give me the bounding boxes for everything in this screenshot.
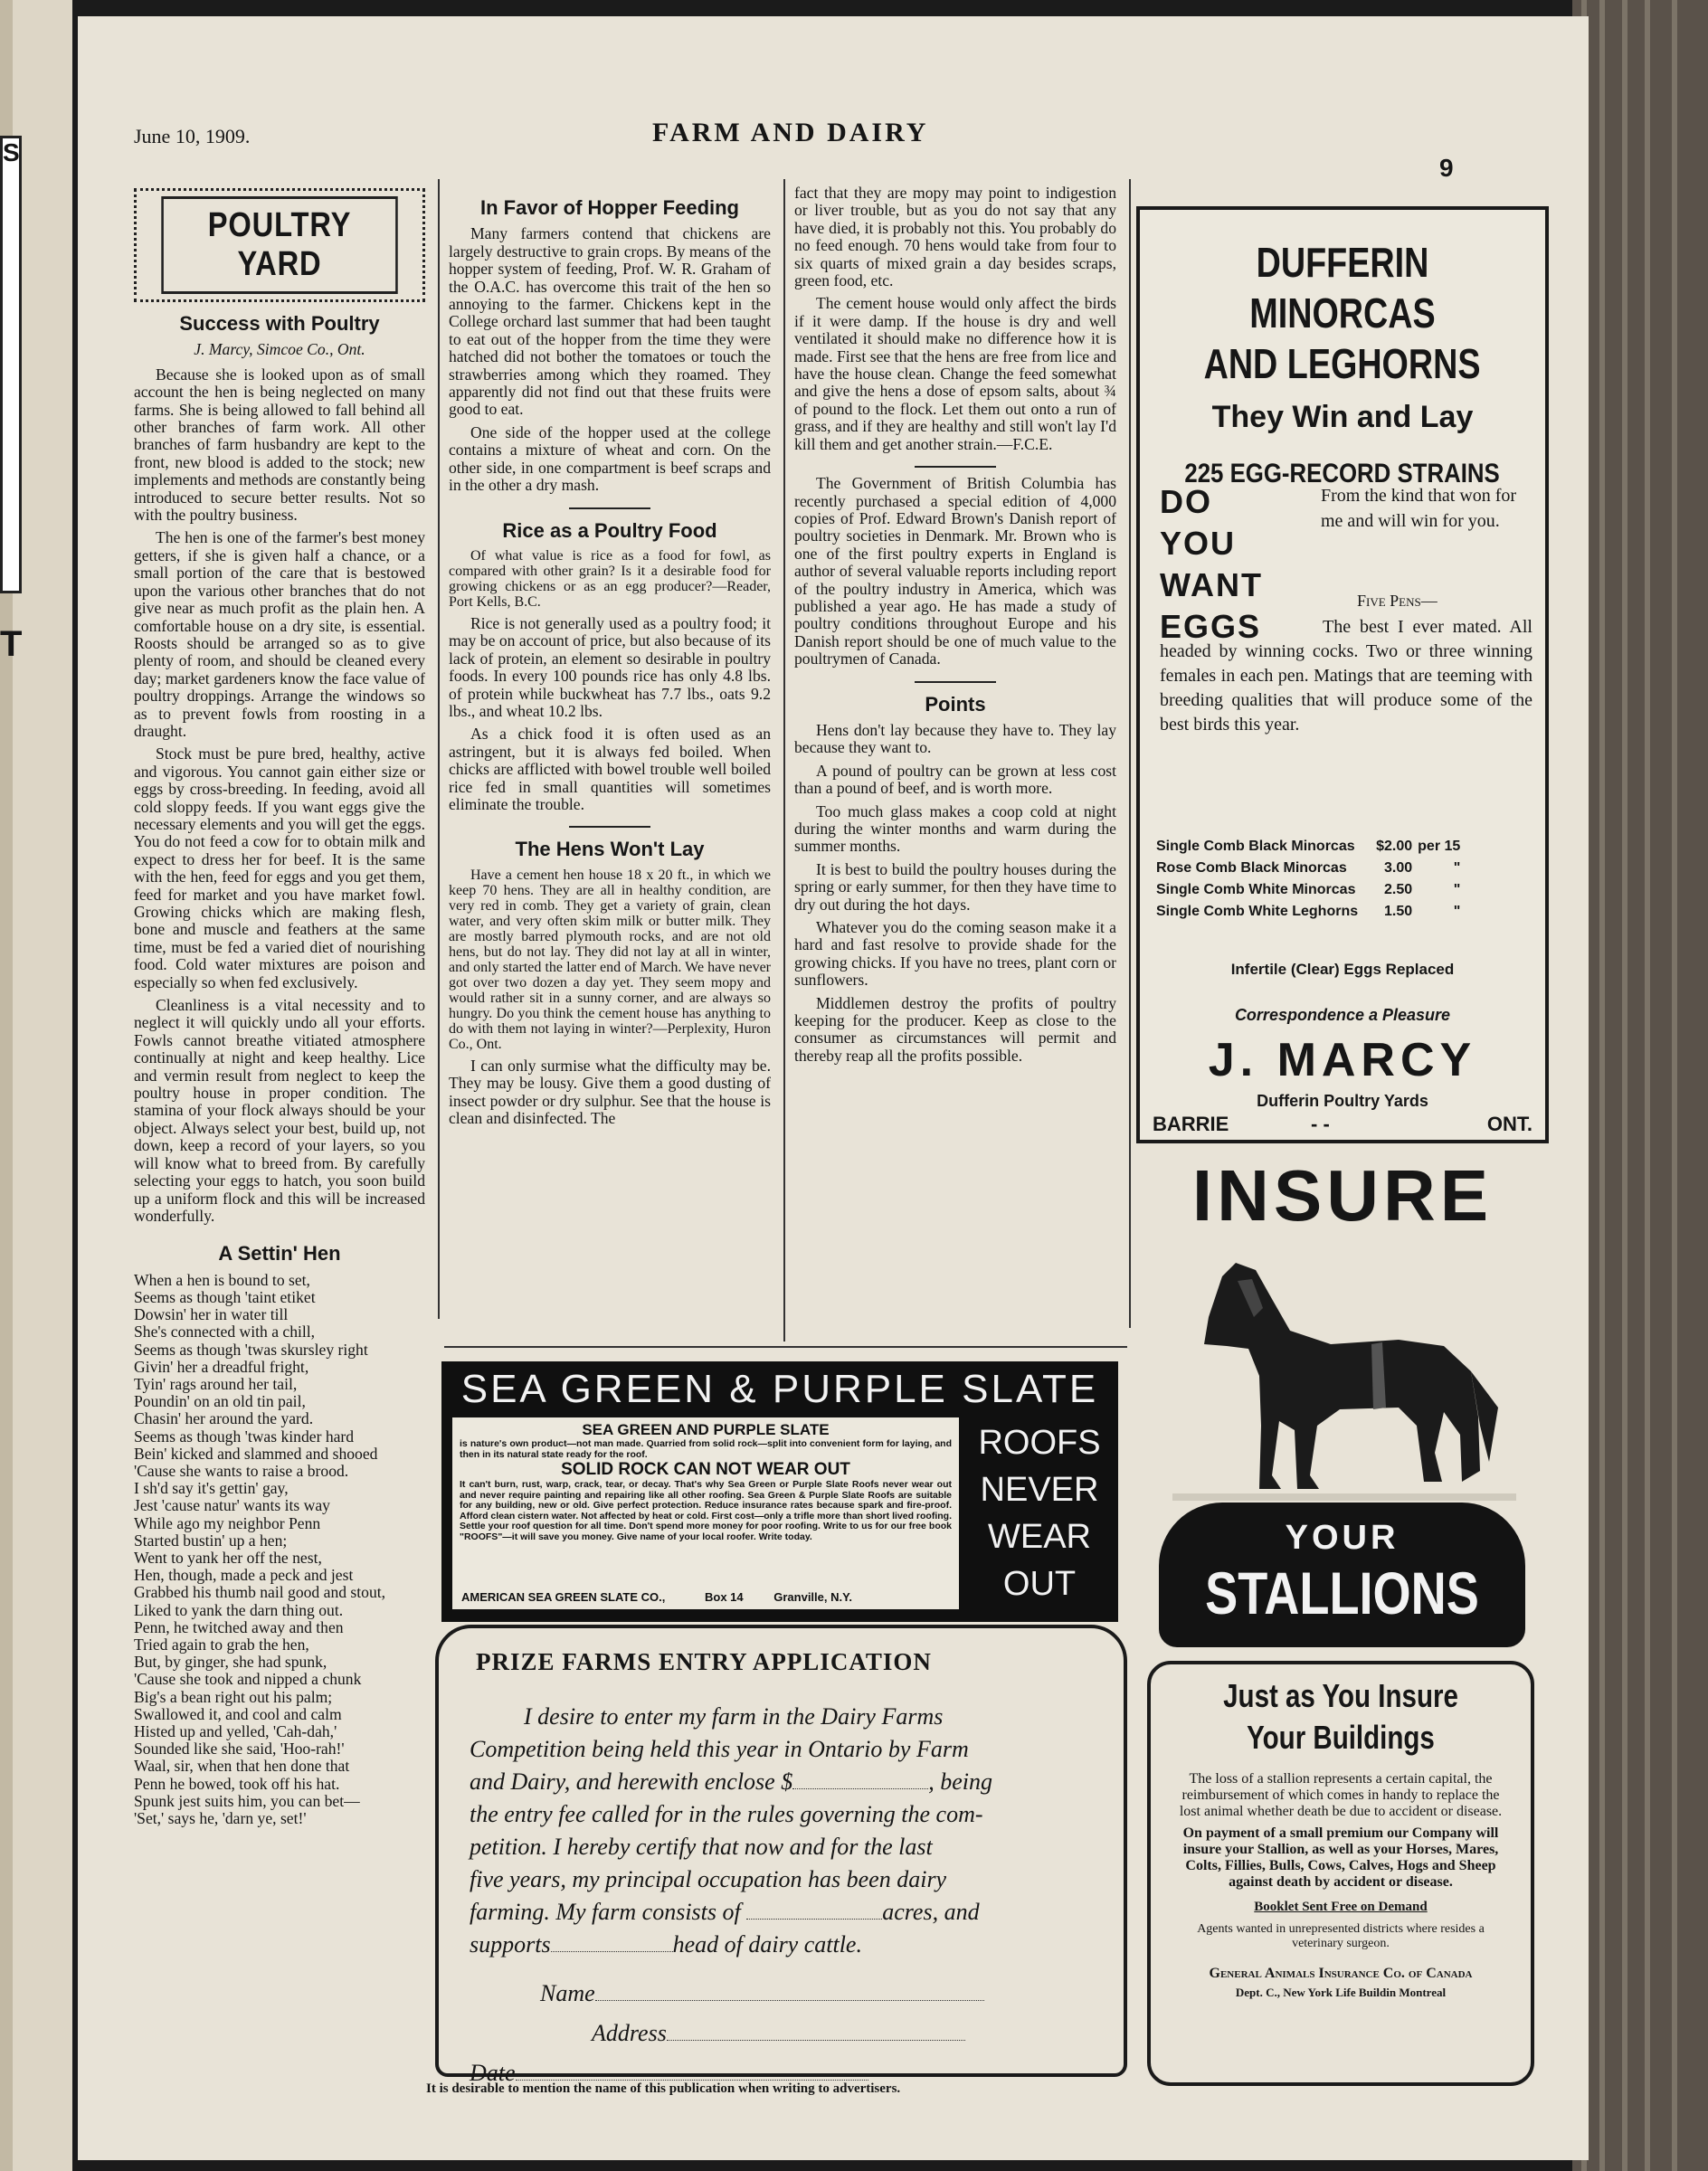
poem-line: While ago my neighbor Penn <box>134 1513 321 1532</box>
paragraph: One side of the hopper used at the college contains a mixture of wheat and corn. On the other side, in one compartment is beef scraps and in the other a dry mash. <box>449 422 771 495</box>
address-row <box>592 2017 1094 2050</box>
column-rule <box>783 179 785 1341</box>
price-price: 1.50 <box>1384 904 1413 919</box>
name-label: Name <box>540 1980 595 2006</box>
price-list <box>1156 836 1466 923</box>
amount-field[interactable] <box>792 1788 928 1789</box>
publication-notice: It is desirable to mention the name of this publication when writing to advertisers. <box>426 2081 901 2096</box>
address-field[interactable] <box>667 2040 965 2041</box>
slate-side-text <box>972 1419 1107 1607</box>
form-line <box>470 1766 1094 1798</box>
poem-line: Penn he bowed, took off his hat. <box>134 1774 340 1793</box>
acres-field[interactable] <box>746 1919 882 1920</box>
reader-question: Of what value is rice as a food for fowl, as compared with other grain? Is it a desirable food for growing chickens or as an egg producer?—Reader, Port Kells, B.C. <box>449 547 771 610</box>
form-line: the entry fee called for in the rules governing the com- <box>470 1801 983 1827</box>
price-row <box>1156 836 1466 858</box>
paragraph: The hen is one of the farmer's best money getters, if she is given half a chance, or a small portion of the care that is bestowed upon the various other branches that do not give near as much profit as the plain hen. A comfortable house on a dry site, is essential. Roosts should be arranged so as to give plenty of room, and should be cleaned every day; market gardeners know the face value of poultry droppings. Arrange the windows so as to prevent fowls from roosting in a draught. <box>134 528 425 740</box>
poem-line: Jest 'cause natur' wants its way <box>134 1496 330 1515</box>
form-line <box>470 1896 1094 1929</box>
form-text: acres, and <box>882 1899 980 1925</box>
price-breed: Single Comb White Minorcas <box>1156 882 1356 897</box>
column-2 <box>449 181 771 1133</box>
article-title: Success with Poultry <box>179 312 380 335</box>
poem-line: Grabbed his thumb nail good and stout, <box>134 1583 386 1602</box>
your-stallions-banner <box>1159 1503 1525 1647</box>
form-line: Competition being held this year in Ontario by Farm <box>470 1736 969 1762</box>
pens-text: The best I ever mated. All headed by winning cocks. Two or three winning females in each pen. Matings that are teeming with breeding qualities that will produce some of the best birds this year. <box>1160 617 1532 735</box>
previous-page-ad-edge: S <box>0 136 22 593</box>
booklet-note: Booklet Sent Free on Demand <box>1254 1900 1428 1914</box>
page-number: 9 <box>1439 154 1454 182</box>
form-line <box>470 1929 1094 1961</box>
price-price: 2.50 <box>1384 882 1413 897</box>
paragraph: The cement house would only affect the birds if it were damp. If the house is dry and well ventilated it should make no difference how it is made. First see that the hens are free from lice and have the house clean. Change the feed somewhat and give the hens a dose of epsom salts, about ¾ of pound to the flock. Let them out onto a run of grass, and if they are healthy and still won't lay I'd kill them and get another strain.—F.C.E. <box>794 294 1116 453</box>
eggs-word: YOU <box>1160 525 1237 562</box>
poem-line: Sounded like she said, 'Hoo-rah!' <box>134 1740 345 1759</box>
ad-title-line: AND LEGHORNS <box>1204 340 1481 387</box>
price-price: $2.00 <box>1376 839 1413 854</box>
poem-line: Seems as though 'twas kinder hard <box>134 1427 355 1446</box>
insure-stallions-advertisement <box>1136 1154 1549 2095</box>
article-title: Points <box>925 692 986 716</box>
prize-entry-form <box>435 1625 1127 2086</box>
form-title: PRIZE FARMS ENTRY APPLICATION <box>476 1648 932 1675</box>
insure-paragraph: On payment of a small premium our Company will insure your Stallion, as well as your Horses, Mares, Colts, Fillies, Bulls, Cows, Calves, Hogs and Sheep against death by accident or disease. <box>1182 1825 1499 1890</box>
form-line: five years, my principal occupation has been dairy <box>470 1866 947 1892</box>
poem-line: She's connected with a chill, <box>134 1323 316 1341</box>
price-row <box>1156 901 1466 923</box>
slate-advertisement <box>441 1361 1118 1622</box>
poem-line: Swallowed it, and cool and calm <box>134 1704 342 1723</box>
paragraph: A pound of poultry can be grown at less cost than a pound of beef, and is worth more. <box>794 761 1116 798</box>
horse-illustration <box>1172 1245 1516 1507</box>
newspaper-page <box>78 16 1589 2160</box>
your-text: YOUR <box>1285 1519 1400 1557</box>
dashes: - - <box>1311 1113 1330 1135</box>
poem-line: Dowsin' her in water till <box>134 1305 289 1324</box>
paragraph: As a chick food it is often used as an astringent, but it is always fed boiled. When chicks are afflicted with bowel trouble well boiled rice fed in small quantities will sometimes eliminate the trouble. <box>449 725 771 813</box>
banner-text: POULTRY YARD <box>161 196 397 294</box>
price-unit: " <box>1453 904 1461 919</box>
name-field[interactable] <box>595 2000 984 2001</box>
form-text: and Dairy, and herewith enclose $ <box>470 1768 793 1795</box>
form-text: , being <box>928 1768 992 1795</box>
dufferin-minorcas-advertisement <box>1136 206 1549 1143</box>
agents-note: Agents wanted in unrepresented districts where resides a veterinary surgeon. <box>1197 1922 1485 1950</box>
insure-subhead: Just as You Insure <box>1223 1677 1458 1714</box>
poem-line: Hen, though, made a peck and jest <box>134 1566 354 1585</box>
poem-line: Big's a bean right out his palm; <box>134 1687 333 1706</box>
address-label: Address <box>592 2020 667 2046</box>
poem-line: I sh'd say it's gettin' gay, <box>134 1479 289 1498</box>
stallions-text: STALLIONS <box>1205 1560 1479 1626</box>
paragraph: Whatever you do the coming season make it a hard and fast resolve to provide shade for the growing chicks. If you have no trees, plant corn or sunflowers. <box>794 918 1116 990</box>
poem-line: 'Cause she took and nipped a chunk <box>134 1670 362 1689</box>
paragraph: fact that they are mopy may point to indigestion or liver trouble, but as you do not say that any have died, it is probably not this. You probably do no feed enough. 70 hens would take from four to six quarts of mixed grain a day besides scraps, green food, etc. <box>794 184 1116 290</box>
paragraph: Cleanliness is a vital necessity and to neglect it will quickly undo all your efforts. Fowls cannot breathe vitiated atmosphere continually at night and keep healthy. Lice and vermin result from neglect to keep the poultry house in proper condition. The stamina of your flock always should be your object. Always select your best, build up, not down, keep a record of your layers, so you will know what to breed from. By carefully selecting your eggs to hatch, you soon build up a uniform flock and this will be increased wonderfully. <box>134 996 425 1225</box>
poem-line: When a hen is bound to set, <box>134 1270 310 1289</box>
poem-line: But, by ginger, she had spunk, <box>134 1653 327 1672</box>
price-breed: Single Comb Black Minorcas <box>1156 839 1355 854</box>
insurance-address: Dept. C., New York Life Buildin Montreal <box>1235 1986 1447 1999</box>
slate-body: is nature's own product—not man made. Quarried from solid rock—split into convenient form for laying, and then in its natural state ready for the roof. <box>460 1438 952 1460</box>
issue-date: June 10, 1909. <box>134 125 251 147</box>
column-rule <box>438 179 440 1319</box>
advertiser-name: J. MARCY <box>1208 1034 1477 1086</box>
paragraph: Too much glass makes a coop cold at night during the winter months and warm during the summer months. <box>794 801 1116 856</box>
poem-line: Spunk jest suits him, you can bet— <box>134 1791 360 1810</box>
poem-line: Seems as though 'twas skursley right <box>134 1340 368 1359</box>
form-body <box>470 1701 1094 2090</box>
correspondence-note: Correspondence a Pleasure <box>1234 1006 1451 1024</box>
poem-line: 'Set,' says he, 'darn ye, set!' <box>134 1809 307 1828</box>
paragraph: Stock must be pure bred, healthy, active and vigorous. You cannot gain either size or eggs by cross-breeding. In feeding, avoid all cold sloppy feeds. If you want eggs give the necessary elements and you will get the eggs. You do not feed a cow for to obtain milk and expect to dress her for beef. It is the same with the hen, feed for eggs and you get them, feed for market and you have market fowl. Growing chicks which are making flesh, bone and muscle and feathers at the same time, must be fed a varied diet of nourishing food. Cold water mixtures are poison and especially so when fed exclusively. <box>134 744 425 991</box>
paragraph: It is best to build the poultry houses during the spring or early summer, for then they have time to dry out during the hot days. <box>794 859 1116 914</box>
form-line: petition. I hereby certify that now and for the last <box>470 1834 933 1860</box>
location-line <box>1153 1113 1532 1136</box>
name-row <box>540 1977 1094 2010</box>
ad-title <box>1140 237 1545 489</box>
paragraph: Because she is looked upon as of small account the hen is being neglected on many farms. She is being allowed to fall behind all other branches of farm work. All other branches of farm husbandry are kept to the front, new blood is added to the stock; new implements and methods are constantly being introduced to secure better results. Not so with the poultry business. <box>134 365 425 525</box>
slate-side-line: NEVER <box>980 1471 1099 1509</box>
divider <box>569 826 650 828</box>
slate-side-line: ROOFS <box>978 1424 1101 1462</box>
poem-line: Poundin' on an old tin pail, <box>134 1392 306 1411</box>
slate-company-line <box>461 1590 852 1604</box>
poem-line: Givin' her a dreadful fright, <box>134 1357 309 1376</box>
cattle-field[interactable] <box>551 1951 673 1952</box>
paragraph: Rice is not generally used as a poultry food; it may be on account of price, but also because of its lack of protein, an element so desirable in poultry foods. In every 100 pounds rice has only 4.8 lbs. of protein while buckwheat has 7.7 lbs., oats 9.2 lbs., and wheat 10.2 lbs. <box>449 613 771 720</box>
form-line: I desire to enter my farm in the Dairy Farms <box>524 1703 944 1730</box>
poem-line: Waal, sir, when that hen done that <box>134 1757 350 1776</box>
form-text: farming. My farm consists of <box>470 1899 741 1925</box>
poem <box>134 1272 425 1828</box>
column-1 <box>134 181 425 1827</box>
province: ONT. <box>1486 1113 1532 1135</box>
insurance-copy-box <box>1147 1661 1534 2086</box>
price-unit: " <box>1453 860 1461 876</box>
pens-label: Five Pens— <box>1357 592 1438 610</box>
eggs-word: DO <box>1160 483 1212 520</box>
reader-question: Have a cement hen house 18 x 20 ft., in which we keep 70 hens. They are all in healthy condition, are very red in comb. They get a variety of grain, clean water, and very often skim milk or butter milk. They are mostly barred plymouth rocks, and are not old hens, but do not lay. They did not lay at all in winter, and only started the latter end of March. We have never got over two dozen a day yet. They seem mopy and would rather sit in a sunny corner, and are always so hungry. Do you think the cement house has anything to do with them not laying in winter?—Perplexity, Huron Co., Ont. <box>449 867 771 1052</box>
yards-name: Dufferin Poultry Yards <box>1257 1092 1428 1110</box>
poultry-yard-banner <box>134 188 425 302</box>
article-title: Rice as a Poultry Food <box>502 518 717 542</box>
poem-line: 'Cause she wants to raise a brood. <box>134 1461 349 1480</box>
poem-line: Seems as though 'taint etiket <box>134 1287 316 1306</box>
ad-side-text: From the kind that won for me and will win for you. <box>1321 486 1517 531</box>
price-row <box>1156 858 1466 879</box>
insurance-company: General Animals Insurance Co. of Canada <box>1209 1966 1473 1981</box>
insure-subhead: Your Buildings <box>1247 1719 1435 1756</box>
paragraph: Middlemen destroy the profits of poultry keeping for the producer. Keep as close to the consumer as circumstances will permit and thereby reap all the profits possible. <box>794 993 1116 1065</box>
price-price: 3.00 <box>1384 860 1413 876</box>
form-text: supports <box>470 1931 551 1958</box>
slate-side-line: OUT <box>1002 1565 1077 1603</box>
paragraph: Hens don't lay because they have to. They lay because they want to. <box>794 720 1116 757</box>
date-label: Date <box>470 2060 516 2086</box>
ad-strains: 225 EGG-RECORD STRAINS <box>1184 459 1501 488</box>
slate-body: It can't burn, rust, warp, crack, tear, or decay. That's why Sea Green or Purple Slate Roofs never wear out and never require painting and repairing like all other roofing. Sea Green & Purple Slate Roofs are suitable for any building, new or old. Give perfect protection. Reduce insurance rates because spark and fire-proof. Afford clean cistern water. Not affected by heat or cold. First cost—only a trifle more than short lived roofing. Settle your roof question for all time. Don't spend more money for poor roofing. Write to us for our free book "ROOFS"—it will save you money. Give name of your local roofer. Write today. <box>460 1479 952 1542</box>
masthead: FARM AND DAIRY <box>652 118 929 147</box>
infertile-note: Infertile (Clear) Eggs Replaced <box>1230 961 1455 978</box>
slate-box: Box 14 <box>704 1590 744 1604</box>
divider <box>915 681 996 683</box>
byline: J. Marcy, Simcoe Co., Ont. <box>194 340 365 359</box>
slate-company: AMERICAN SEA GREEN SLATE CO., <box>461 1590 666 1604</box>
price-unit: " <box>1453 882 1461 897</box>
section-rule <box>444 1346 1127 1348</box>
poem-line: Histed up and yelled, 'Cah-dah,' <box>134 1722 337 1740</box>
price-breed: Single Comb White Leghorns <box>1156 904 1359 919</box>
price-row <box>1156 879 1466 901</box>
poem-line: Bein' kicked and slammed and shooed <box>134 1444 378 1463</box>
article-title: The Hens Won't Lay <box>515 838 705 861</box>
poem-line: Started bustin' up a hen; <box>134 1531 288 1550</box>
poem-line: Tyin' rags around her tail, <box>134 1374 298 1393</box>
poem-line: Chasin' her around the yard. <box>134 1409 314 1428</box>
column-3 <box>794 185 1116 1070</box>
divider <box>569 507 650 509</box>
eggs-word: EGGS <box>1160 608 1262 645</box>
insure-paragraph: The loss of a stallion represents a certain capital, the reimbursement of which comes in handy to replace the lost animal whether death be due to accident or disease. <box>1179 1771 1503 1819</box>
ad-tagline: They Win and Lay <box>1211 400 1474 434</box>
slate-city: Granville, N.Y. <box>773 1590 852 1604</box>
column-rule <box>1129 179 1131 1328</box>
poem-line: Penn, he twitched away and then <box>134 1617 344 1636</box>
page-stack-edge <box>1572 0 1708 2171</box>
paragraph: The Government of British Columbia has recently purchased a special edition of 4,000 copies of Prof. Edward Brown's Danish report of poultry societies in Denmark. Mr. Brown who is one of the first poultry experts in England is author of several valuable reports including report of the poultry industry in America, which was published a year ago. He has made a study of poultry conditions throughout Europe and his Danish report should be one of much value to the poultrymen of Canada. <box>794 474 1116 668</box>
paragraph: I can only surmise what the difficulty may be. They may be lousy. Give them a good dusting of insect powder or dry sulphur. See that the house is clean and disinfected. The <box>449 1056 771 1127</box>
form-text: head of dairy cattle. <box>672 1931 862 1958</box>
paragraph: Many farmers contend that chickens are largely destructive to grain crops. By means of the hopper system of feeding, Prof. W. R. Graham of the O.A.C. has overcome this trait of the hen so annoying to the farmer. Chickens kept in the College orchard last summer that had been taught to eat out of the hopper from the time they were hatched did not bother the tomatoes or touch the strawberries among which they roamed. They apparently did not find out that these fruits were good to eat. <box>449 224 771 419</box>
slate-headline: SEA GREEN & PURPLE SLATE <box>460 1367 1099 1411</box>
article-title: In Favor of Hopper Feeding <box>479 196 739 219</box>
slate-copy <box>452 1417 959 1609</box>
poem-line: Liked to yank the darn thing out. <box>134 1600 344 1619</box>
price-unit: per 15 <box>1418 839 1461 854</box>
price-breed: Rose Comb Black Minorcas <box>1156 860 1347 876</box>
town: BARRIE <box>1153 1113 1229 1135</box>
insure-headline: INSURE <box>1191 1155 1494 1236</box>
poem-line: Went to yank her off the nest, <box>134 1548 322 1567</box>
eggs-word: WANT <box>1160 566 1263 603</box>
slate-big-line: SOLID ROCK CAN NOT WEAR OUT <box>561 1460 850 1479</box>
divider <box>915 466 996 468</box>
slate-side-line: WEAR <box>988 1518 1091 1556</box>
ad-title-line: DUFFERIN MINORCAS <box>1249 239 1436 337</box>
margin-letter: T <box>0 624 23 664</box>
slate-subhead: SEA GREEN AND PURPLE SLATE <box>582 1421 830 1438</box>
date-field[interactable] <box>516 2080 868 2081</box>
poem-title: A Settin' Hen <box>218 1242 341 1266</box>
poem-line: Tried again to grab the hen, <box>134 1635 309 1654</box>
